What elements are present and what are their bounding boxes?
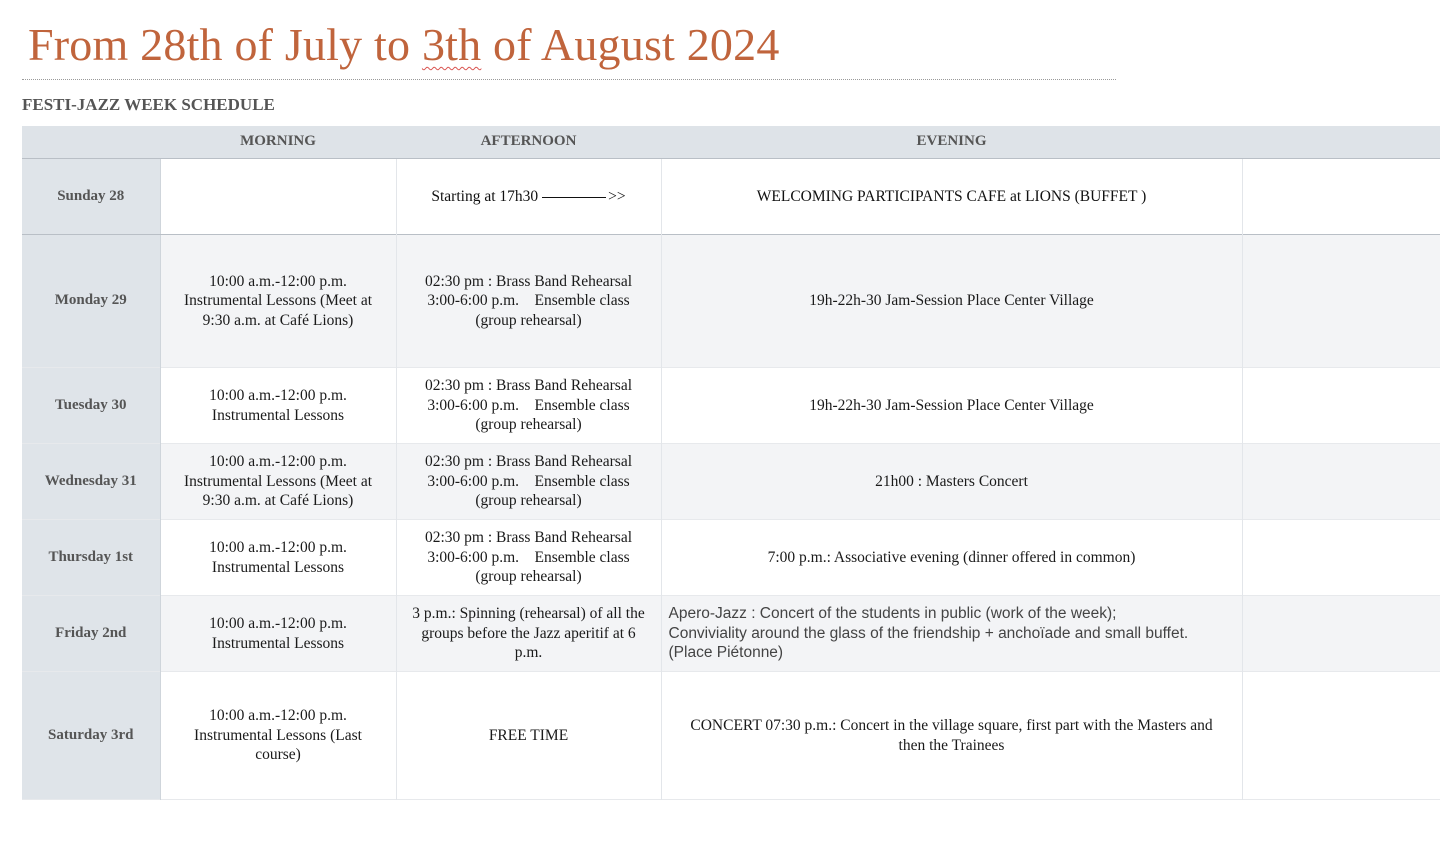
cell-line: 3:00-6:00 p.m. Ensemble class — [427, 472, 630, 490]
cell-line: FREE TIME — [488, 726, 569, 744]
cell-line: 10:00 a.m.-12:00 p.m. — [209, 615, 347, 632]
morning-cell[interactable] — [160, 520, 396, 596]
arrow-head-text: >> — [608, 187, 626, 205]
main-title — [28, 18, 780, 71]
cell-line: 10:00 a.m.-12:00 p.m. — [209, 539, 347, 556]
cell-line: 02:30 pm : Brass Band Rehearsal — [424, 377, 633, 395]
morning-cell[interactable] — [160, 368, 396, 444]
afternoon-cell[interactable] — [396, 596, 661, 672]
section-heading: FESTI-JAZZ WEEK SCHEDULE — [22, 95, 275, 114]
evening-cell[interactable] — [661, 235, 1242, 368]
extra-cell[interactable] — [1242, 368, 1440, 444]
schedule-table — [22, 126, 1440, 800]
afternoon-cell[interactable] — [396, 159, 661, 235]
extra-cell[interactable] — [1242, 520, 1440, 596]
morning-cell[interactable] — [160, 235, 396, 368]
day-cell[interactable]: Friday 2nd — [22, 596, 160, 672]
cell-line: 21h00 : Masters Concert — [875, 472, 1028, 490]
cell-line: (group rehearsal) — [475, 492, 582, 510]
header-day — [22, 126, 160, 159]
title-misspelled-word[interactable]: 3th — [421, 19, 482, 70]
extra-cell[interactable] — [1242, 235, 1440, 368]
cell-line: 3:00-6:00 p.m. Ensemble class — [427, 292, 630, 310]
afternoon-cell[interactable] — [396, 368, 661, 444]
extra-cell[interactable] — [1242, 596, 1440, 672]
evening-cell[interactable] — [661, 159, 1242, 235]
day-cell[interactable]: Wednesday 31 — [22, 444, 160, 520]
table-row — [22, 596, 1440, 672]
cell-line: Apero-Jazz : Concert of the students in public (work of the week); — [668, 605, 1117, 623]
cell-line: (group rehearsal) — [475, 311, 582, 329]
cell-line: 7:00 p.m.: Associative evening (dinner offered in common) — [767, 548, 1136, 566]
table-row — [22, 444, 1440, 520]
extra-cell[interactable] — [1242, 444, 1440, 520]
cell-line: then the Trainees — [898, 736, 1005, 754]
title-prefix: From 28th of July to — [28, 19, 422, 70]
table-row — [22, 520, 1440, 596]
cell-line: CONCERT 07:30 p.m.: Concert in the village square, first part with the Masters and — [690, 717, 1213, 734]
cell-line: 10:00 a.m.-12:00 p.m. — [209, 707, 347, 725]
cell-line: 9:30 a.m. at Café Lions) — [202, 492, 354, 510]
arrow-line-icon — [542, 197, 606, 198]
cell-line: groups before the Jazz aperitif at 6 — [421, 624, 636, 642]
cell-line: WELCOMING PARTICIPANTS CAFE at LIONS (BUFFET ) — [756, 187, 1147, 205]
table-row — [22, 672, 1440, 800]
cell-line: 19h-22h-30 Jam-Session Place Center Village — [809, 396, 1094, 414]
cell-line: Instrumental Lessons (Last — [194, 726, 362, 744]
evening-cell[interactable] — [661, 596, 1242, 672]
day-cell[interactable]: Tuesday 30 — [22, 368, 160, 444]
cell-line: 9:30 a.m. at Café Lions) — [202, 311, 354, 329]
day-cell[interactable]: Thursday 1st — [22, 520, 160, 596]
cell-line: 02:30 pm : Brass Band Rehearsal — [424, 529, 633, 547]
morning-cell[interactable] — [160, 444, 396, 520]
cell-line: (group rehearsal) — [475, 416, 582, 434]
evening-cell[interactable] — [661, 368, 1242, 444]
cell-line: 02:30 pm : Brass Band Rehearsal — [424, 272, 633, 290]
header-row — [22, 126, 1440, 159]
table-row — [22, 235, 1440, 368]
morning-cell[interactable] — [160, 596, 396, 672]
afternoon-cell[interactable] — [396, 444, 661, 520]
header-afternoon: AFTERNOON — [396, 126, 661, 159]
extra-cell[interactable] — [1242, 159, 1440, 235]
cell-line: Instrumental Lessons — [211, 558, 345, 576]
extra-cell[interactable] — [1242, 672, 1440, 800]
cell-line: (Place Piétonne) — [668, 644, 784, 662]
cell-line: 02:30 pm : Brass Band Rehearsal — [424, 453, 633, 471]
morning-cell[interactable] — [160, 159, 396, 235]
cell-line: 10:00 a.m.-12:00 p.m. — [209, 387, 347, 404]
cell-line: Instrumental Lessons — [211, 634, 345, 652]
table-row — [22, 159, 1440, 235]
cell-line: (group rehearsal) — [475, 568, 582, 586]
cell-line: p.m. — [514, 644, 543, 662]
cell-line: 3:00-6:00 p.m. Ensemble class — [427, 396, 630, 414]
cell-line: 10:00 a.m.-12:00 p.m. — [209, 453, 347, 471]
morning-cell[interactable] — [160, 672, 396, 800]
cell-line: 3 p.m.: Spinning (rehearsal) of all the — [412, 605, 645, 623]
afternoon-cell[interactable] — [396, 235, 661, 368]
table-row — [22, 368, 1440, 444]
cell-line: 3:00-6:00 p.m. Ensemble class — [427, 548, 630, 566]
cell-line: course) — [255, 746, 301, 764]
title-divider — [22, 79, 1116, 80]
afternoon-cell[interactable] — [396, 520, 661, 596]
day-cell[interactable]: Sunday 28 — [22, 159, 160, 235]
evening-cell[interactable] — [661, 520, 1242, 596]
day-cell[interactable]: Monday 29 — [22, 235, 160, 368]
cell-line: Instrumental Lessons (Meet at — [183, 472, 373, 490]
evening-cell[interactable] — [661, 672, 1242, 800]
header-extra — [1242, 126, 1440, 159]
afternoon-cell[interactable] — [396, 672, 661, 800]
header-morning: MORNING — [160, 126, 396, 159]
cell-line: Instrumental Lessons (Meet at — [183, 292, 373, 310]
afternoon-start-text: Starting at 17h30 — [431, 187, 539, 205]
title-suffix: of August 2024 — [481, 19, 780, 70]
evening-cell[interactable] — [661, 444, 1242, 520]
cell-line: Instrumental Lessons — [211, 406, 345, 424]
header-evening: EVENING — [661, 126, 1242, 159]
day-cell[interactable]: Saturday 3rd — [22, 672, 160, 800]
cell-line: Conviviality around the glass of the friendship + anchoïade and small buffet. — [668, 624, 1189, 642]
cell-line: 10:00 a.m.-12:00 p.m. — [209, 272, 347, 290]
cell-line: 19h-22h-30 Jam-Session Place Center Village — [809, 292, 1094, 310]
